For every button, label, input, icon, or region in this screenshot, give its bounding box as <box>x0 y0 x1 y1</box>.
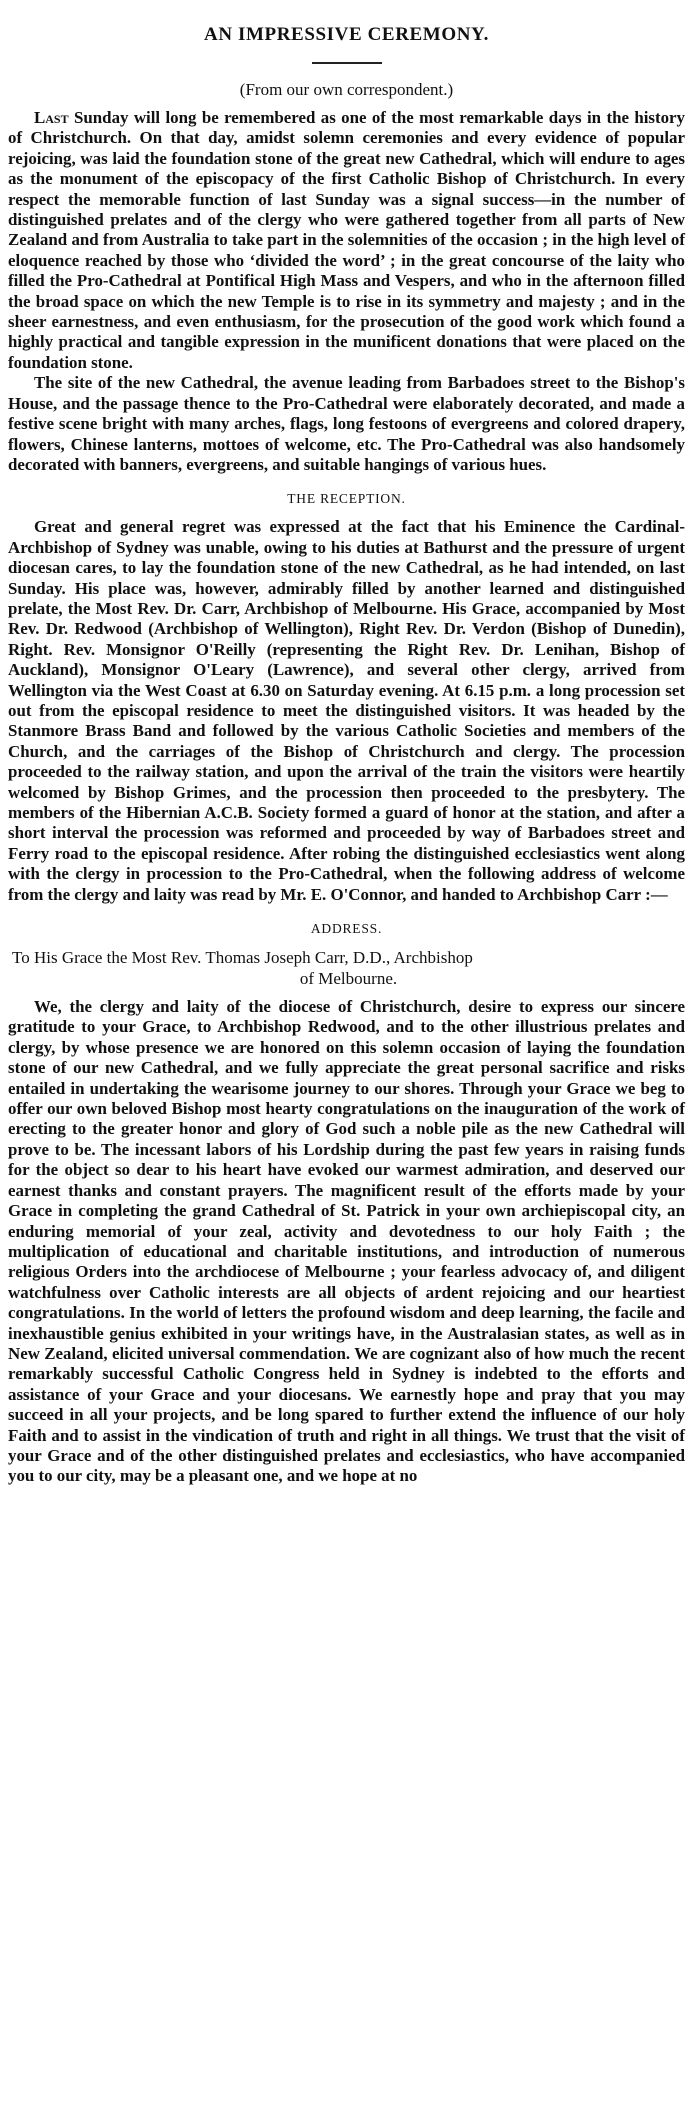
reception-heading: THE RECEPTION. <box>287 491 406 507</box>
addressee-line-2: of Melbourne. <box>299 969 398 989</box>
intro-paragraph-1 <box>8 108 685 373</box>
lead-word: Last <box>34 108 69 127</box>
title-divider <box>312 62 382 64</box>
intro-paragraph-2: The site of the new Cathedral, the avenue leading from Barbadoes street to the Bishop's House, and the passage thence to the Pro-Cathedral were elaborately decorated, and made a festive scene bright with many arches, flags, long festoons of evergreens and colored drapery, flowers, Chinese lanterns, mottoes of welcome, etc. The Pro-Cathedral was also handsomely decorated with banners, evergreens, and suitable hangings of various hues. <box>8 373 685 474</box>
intro-paragraph-1-text: Sunday will long be remembered as one of the most remarkable days in the history of Christchurch. On that day, amidst solemn ceremonies and every evidence of popular rejoicing, was laid the foundation stone of the great new Cathedral, which will endure to ages as the monument of the episcopacy of the first Catholic Bishop of Christchurch. In every respect the memorable function of last Sunday was a signal success—in the number of distinguished prelates and of the clergy who were gathered together from all parts of New Zealand and from Australia to take part in the solemnities of the occasion ; in the high level of eloquence reached by those who ‘divided the word’ ; in the great concourse of the laity who filled the Pro-Cathedral at Pontifical High Mass and Vespers, and who in the afternoon filled the broad space on which the new Temple is to rise in its symmetry and majesty ; and in the sheer earnestness, and even enthusiasm, for the prosecution of the good work which found a highly practical and tangible expression in the munificent donations that were placed on the foundation stone. <box>8 108 685 372</box>
addressee-line-1: To His Grace the Most Rev. Thomas Joseph Carr, D.D., Archbishop <box>12 948 473 968</box>
article-byline: (From our own correspondent.) <box>239 80 454 99</box>
reception-paragraph: Great and general regret was expressed at the fact that his Eminence the Cardinal-Archbishop of Sydney was unable, owing to his duties at Bathurst and the pressure of urgent diocesan cares, to lay the foundation stone of the new Cathedral, as he had intended, on last Sunday. His place was, however, admirably filled by another learned and distinguished prelate, the Most Rev. Dr. Carr, Archbishop of Melbourne. His Grace, accompanied by Most Rev. Dr. Redwood (Archbishop of Wellington), Right Rev. Dr. Verdon (Bishop of Dunedin), Right. Rev. Monsignor O'Reilly (representing the Right Rev. Dr. Lenihan, Bishop of Auckland), Monsignor O'Leary (Lawrence), and several other clergy, arrived from Wellington via the West Coast at 6.30 on Saturday evening. At 6.15 p.m. a long procession set out from the episcopal residence to meet the distinguished visitors. It was headed by the Stanmore Brass Band and followed by the various Catholic Societies and members of the Church, and the carriages of the Bishop of Christchurch and clergy. The procession proceeded to the railway station, and upon the arrival of the train the visitors were heartily welcomed by Bishop Grimes, and the procession then proceeded to the presbytery. The members of the Hibernian A.C.B. Society formed a guard of honor at the station, and after a short interval the procession was reformed and proceeded by way of Barbadoes street and Ferry road to the episcopal residence. After robing the distinguished ecclesiastics went along with the clergy in procession to the Pro-Cathedral, when the following address of welcome from the clergy and laity was read by Mr. E. O'Connor, and handed to Archbishop Carr :— <box>8 517 685 904</box>
addressee <box>8 947 685 989</box>
address-heading: ADDRESS. <box>310 921 383 937</box>
address-paragraph: We, the clergy and laity of the diocese of Christchurch, desire to express our sincere gratitude to your Grace, to Archbishop Redwood, and to the other illustrious prelates and clergy, by whose presence we are honored on this solemn occasion of laying the foundation stone of our new Cathedral, and we fully appreciate the great personal sacrifice and risks entailed in undertaking the wearisome journey to our shores. Through your Grace we beg to offer our own beloved Bishop most hearty congratulations on the inauguration of the work of erecting to the greater honor and glory of God such a noble pile as the new Cathedral will prove to be. The incessant labors of his Lordship during the past few years in raising funds for the object so dear to his heart have evoked our warmest admiration, and deserved our earnest thanks and constant prayers. The magnificent result of the efforts made by your Grace in completing the grand Cathedral of St. Patrick in your own archiepiscopal city, an enduring memorial of your zeal, activity and devotedness to our holy Faith ; the multiplication of educational and charitable institutions, and introduction of numerous religious Orders into the archdiocese of Melbourne ; your fearless advocacy of, and diligent watchfulness over Catholic interests are all objects of ardent rejoicing and our heartiest congratulations. In the world of letters the profound wisdom and deep learning, the facile and inexhaustible genius exhibited in your writings have, in the Australasian states, as well as in New Zealand, elicited universal commendation. We are cognizant also of how much the recent remarkably successful Catholic Congress held in Sydney is indebted to the efforts and assistance of your Grace and your diocesans. We earnestly hope and pray that you may succeed in all your projects, and be long spared to further extend the influence of our holy Faith and to assist in the vindication of truth and right in all things. We trust that the visit of your Grace and of the other distinguished prelates and ecclesiastics, who have accompanied you to our city, may be a pleasant one, and we hope at no <box>8 997 685 1486</box>
article-title: AN IMPRESSIVE CEREMONY. <box>204 24 489 45</box>
